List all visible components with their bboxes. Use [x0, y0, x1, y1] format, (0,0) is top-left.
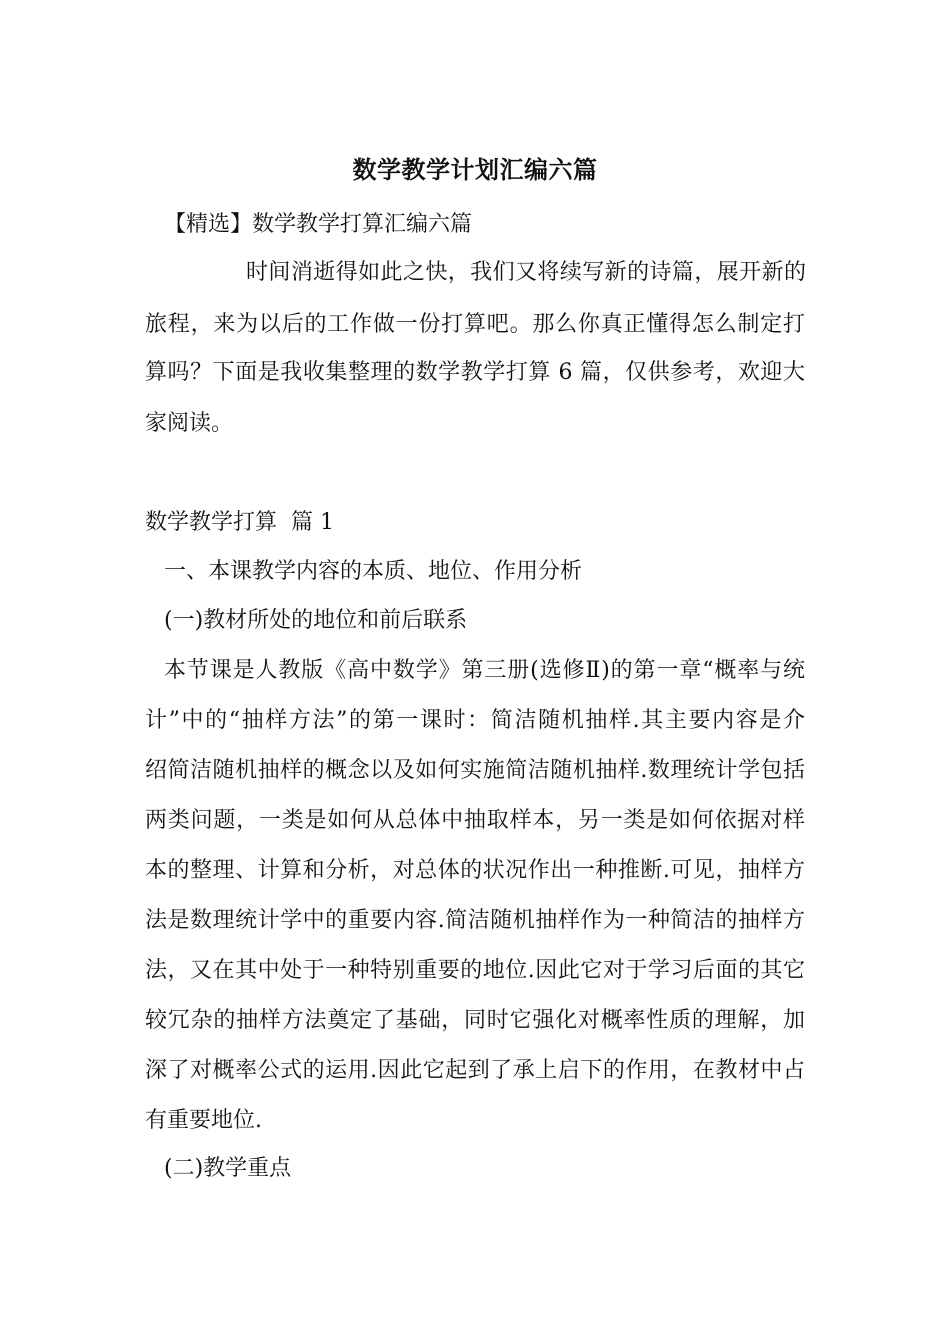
body-line: 法，又在其中处于一种特别重要的地位.因此它对于学习后面的其它	[145, 958, 805, 983]
body-line: 法是数理统计学中的重要内容.简洁随机抽样作为一种简洁的抽样方	[145, 908, 805, 933]
intro-line: 时间消逝得如此之快，我们又将续写新的诗篇，展开新的	[246, 260, 806, 285]
document-subtitle: 【精选】数学教学打算汇编六篇	[164, 212, 473, 237]
body-line: 较冗杂的抽样方法奠定了基础，同时它强化对概率性质的理解，加	[145, 1008, 805, 1033]
section-heading: 数学教学打算 篇 1	[145, 510, 334, 535]
intro-line: 家阅读。	[145, 411, 234, 436]
body-line: 计”中的“抽样方法”的第一课时：简洁随机抽样.其主要内容是介	[145, 708, 805, 733]
heading-level-2: (二)教学重点	[164, 1156, 292, 1181]
intro-line: 算吗？下面是我收集整理的数学教学打算 6 篇，仅供参考，欢迎大	[145, 360, 805, 385]
body-line: 本的整理、计算和分析，对总体的状况作出一种推断.可见，抽样方	[145, 858, 805, 883]
body-line: 绍简洁随机抽样的概念以及如何实施简洁随机抽样.数理统计学包括	[145, 758, 805, 783]
document-title: 数学教学计划汇编六篇	[352, 156, 598, 184]
body-line: 两类问题，一类是如何从总体中抽取样本，另一类是如何依据对样	[145, 808, 805, 833]
intro-line: 旅程，来为以后的工作做一份打算吧。那么你真正懂得怎么制定打	[145, 312, 805, 337]
heading-level-2: (一)教材所处的地位和前后联系	[164, 608, 468, 633]
body-line: 深了对概率公式的运用.因此它起到了承上启下的作用，在教材中占	[145, 1058, 805, 1083]
body-line: 有重要地位.	[145, 1108, 262, 1133]
heading-level-1: 一、本课教学内容的本质、地位、作用分析	[164, 559, 583, 584]
body-line: 本节课是人教版《高中数学》第三册(选修Ⅱ)的第一章“概率与统	[164, 658, 805, 683]
